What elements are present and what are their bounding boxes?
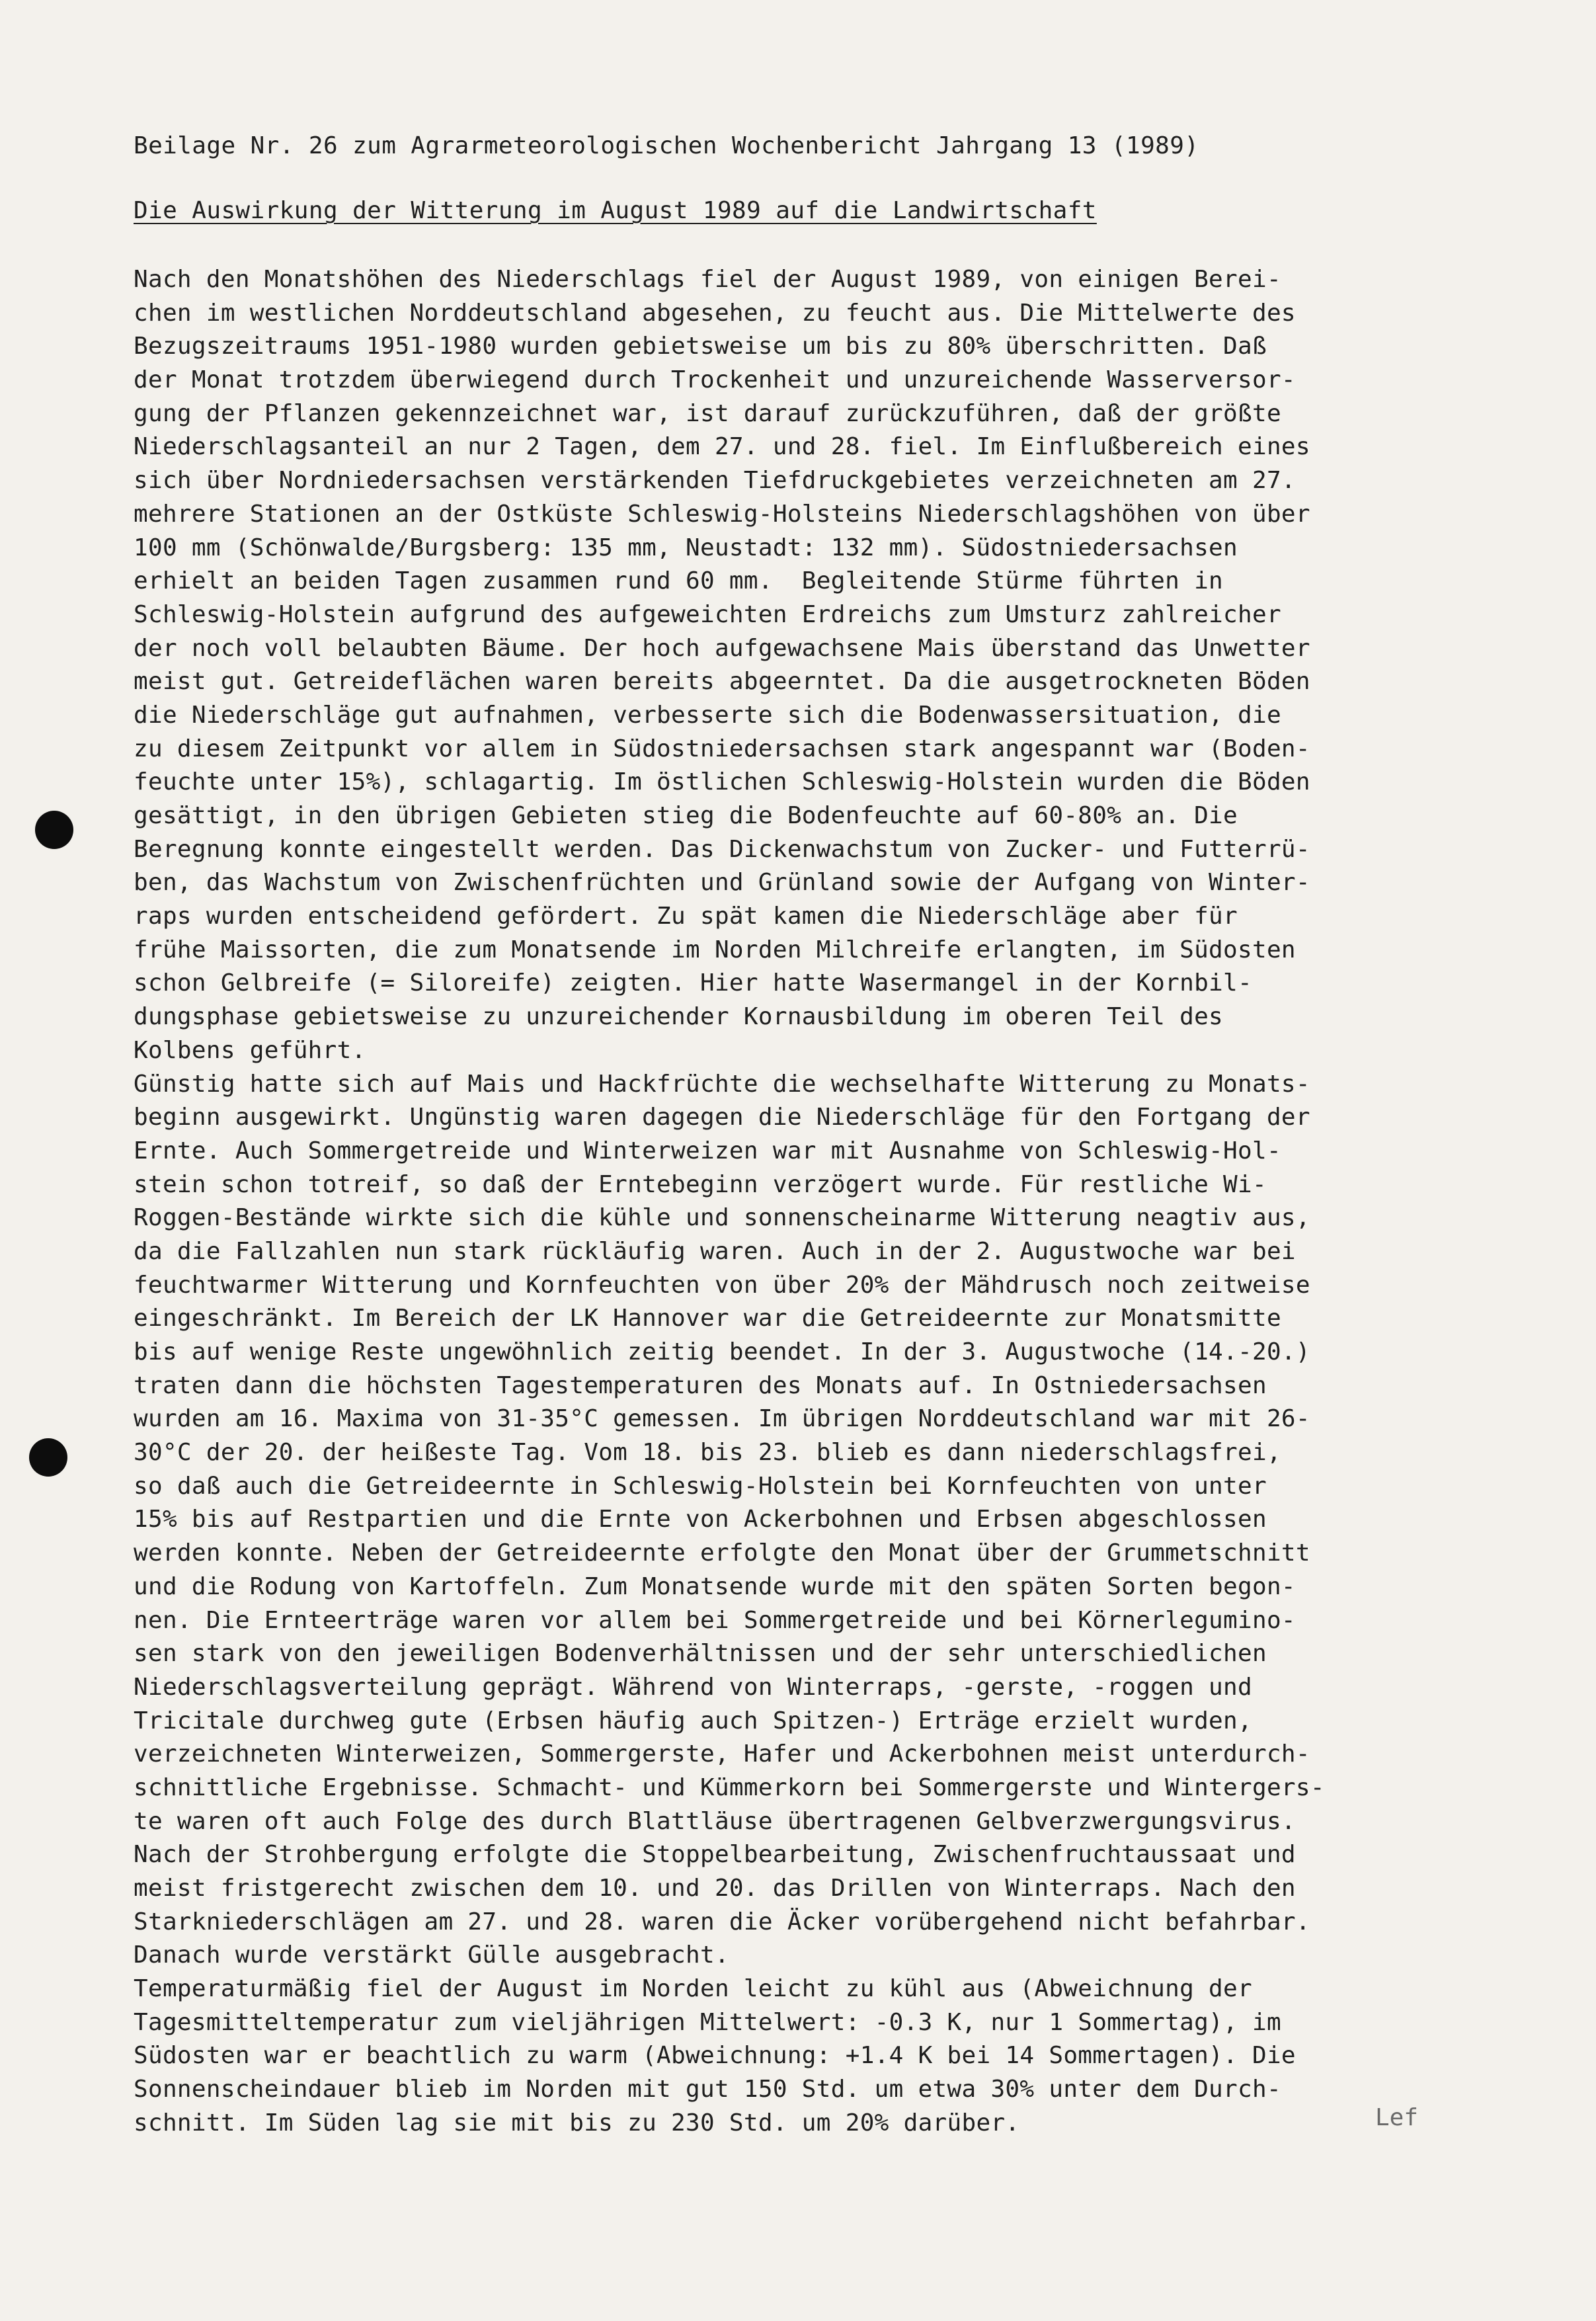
text-line: 15% bis auf Restpartien und die Ernte von Ackerbohnen und Erbsen abgeschlossen: [134, 1506, 1267, 1533]
text-line: chen im westlichen Norddeutschland abgesehen, zu feucht aus. Die Mittelwerte des: [134, 299, 1296, 327]
punch-hole-top: [35, 811, 73, 849]
text-line: der noch voll belaubten Bäume. Der hoch aufgewachsene Mais überstand das Unwetter: [134, 634, 1310, 662]
text-line: Sonnenscheindauer blieb im Norden mit gut 150 Std. um etwa 30% unter dem Durch-: [134, 2076, 1281, 2103]
text-line: so daß auch die Getreideernte in Schleswig-Holstein bei Kornfeuchten von unter: [134, 1472, 1267, 1500]
text-line: die Niederschläge gut aufnahmen, verbesserte sich die Bodenwassersituation, die: [134, 701, 1281, 729]
text-line: sich über Nordniedersachsen verstärkenden Tiefdruckgebietes verzeichneten am 27.: [134, 467, 1296, 495]
text-line: eingeschränkt. Im Bereich der LK Hannover war die Getreideernte zur Monatsmitte: [134, 1305, 1281, 1332]
punch-hole-bottom: [29, 1438, 67, 1477]
text-line: verzeichneten Winterweizen, Sommergerste, Hafer und Ackerbohnen meist unterdurch-: [134, 1740, 1310, 1768]
text-line: Nach den Monatshöhen des Niederschlags fiel der August 1989, von einigen Berei-: [134, 266, 1281, 293]
text-line: te waren oft auch Folge des durch Blattläuse übertragenen Gelbverzwergungsvirus.: [134, 1807, 1296, 1835]
text-line: 100 mm (Schönwalde/Burgsberg: 135 mm, Neustadt: 132 mm). Südostniedersachsen: [134, 534, 1238, 561]
text-line: Südosten war er beachtlich zu warm (Abweichnung: +1.4 K bei 14 Sommertagen). Die: [134, 2042, 1296, 2070]
text-line: der Monat trotzdem überwiegend durch Trockenheit und unzureichende Wasserversor-: [134, 366, 1296, 394]
text-line: mehrere Stationen an der Ostküste Schleswig-Holsteins Niederschlagshöhen von über: [134, 500, 1310, 528]
text-line: schnittliche Ergebnisse. Schmacht- und Kümmerkorn bei Sommergerste und Wintergers-: [134, 1773, 1325, 1801]
text-line: Schleswig-Holstein aufgrund des aufgeweichten Erdreichs zum Umsturz zahlreicher: [134, 600, 1281, 628]
text-line: traten dann die höchsten Tagestemperaturen des Monats auf. In Ostniedersachsen: [134, 1371, 1267, 1399]
text-line: ben, das Wachstum von Zwischenfrüchten und Grünland sowie der Aufgang von Winter-: [134, 869, 1310, 897]
text-line: wurden am 16. Maxima von 31-35°C gemessen. Im übrigen Norddeutschland war mit 26-: [134, 1405, 1310, 1433]
text-line: schon Gelbreife (= Siloreife) zeigten. Hier hatte Wasermangel in der Kornbil-: [134, 969, 1252, 997]
text-line: dungsphase gebietsweise zu unzureichender Kornausbildung im oberen Teil des: [134, 1003, 1224, 1031]
text-line: Günstig hatte sich auf Mais und Hackfrüchte die wechselhafte Witterung zu Monats-: [134, 1070, 1310, 1098]
text-line: stein schon totreif, so daß der Erntebeginn verzögert wurde. Für restliche Wi-: [134, 1170, 1267, 1198]
text-line: schnitt. Im Süden lag sie mit bis zu 230 Std. um 20% darüber.: [134, 2109, 1020, 2137]
text-line: raps wurden entscheidend gefördert. Zu spät kamen die Niederschläge aber für: [134, 903, 1238, 930]
author-initials: Lef: [1375, 2104, 1419, 2131]
text-line: sen stark von den jeweiligen Bodenverhältnissen und der sehr unterschiedlichen: [134, 1640, 1267, 1668]
text-line: meist fristgerecht zwischen dem 10. und 20. das Drillen von Winterraps. Nach den: [134, 1875, 1296, 1902]
text-line: Temperaturmäßig fiel der August im Norden leicht zu kühl aus (Abweichnung der: [134, 1975, 1252, 2003]
text-line: Roggen-Bestände wirkte sich die kühle und sonnenscheinarme Witterung neagtiv aus,: [134, 1204, 1310, 1232]
text-line: Starkniederschlägen am 27. und 28. waren die Äcker vorübergehend nicht befahrbar.: [134, 1908, 1310, 1935]
text-line: feuchte unter 15%), schlagartig. Im östlichen Schleswig-Holstein wurden die Böden: [134, 768, 1310, 796]
text-line: Tagesmitteltemperatur zum vieljährigen Mittelwert: -0.3 K, nur 1 Sommertag), im: [134, 2008, 1281, 2036]
text-line: Ernte. Auch Sommergetreide und Winterweizen war mit Ausnahme von Schleswig-Hol-: [134, 1137, 1281, 1164]
body-text: [134, 263, 1496, 2140]
text-line: frühe Maissorten, die zum Monatsende im Norden Milchreife erlangten, im Südosten: [134, 936, 1296, 963]
text-line: da die Fallzahlen nun stark rückläufig waren. Auch in der 2. Augustwoche war bei: [134, 1237, 1296, 1265]
text-line: Danach wurde verstärkt Gülle ausgebracht.: [134, 1941, 729, 1969]
text-line: und die Rodung von Kartoffeln. Zum Monatsende wurde mit den späten Sorten begon-: [134, 1572, 1296, 1600]
text-line: werden konnte. Neben der Getreideernte erfolgte den Monat über der Grummetschnitt: [134, 1539, 1310, 1567]
text-line: nen. Die Ernteerträge waren vor allem bei Sommergetreide und bei Körnerlegumino-: [134, 1606, 1296, 1634]
text-line: erhielt an beiden Tagen zusammen rund 60 mm. Begleitende Stürme führten in: [134, 567, 1224, 595]
text-line: Bezugszeitraums 1951-1980 wurden gebietsweise um bis zu 80% überschritten. Daß: [134, 333, 1267, 360]
text-line: Niederschlagsverteilung geprägt. Während von Winterraps, -gerste, -roggen und: [134, 1673, 1252, 1701]
text-line: zu diesem Zeitpunkt vor allem in Südostniedersachsen stark angespannt war (Boden-: [134, 735, 1310, 762]
text-line: meist gut. Getreideflächen waren bereits abgeerntet. Da die ausgetrockneten Böden: [134, 668, 1310, 696]
text-line: bis auf wenige Reste ungewöhnlich zeitig beendet. In der 3. Augustwoche (14.-20.): [134, 1338, 1310, 1365]
text-line: gesättigt, in den übrigen Gebieten stieg die Bodenfeuchte auf 60-80% an. Die: [134, 802, 1238, 829]
text-line: Beregnung konnte eingestellt werden. Das Dickenwachstum von Zucker- und Futterrü-: [134, 835, 1310, 863]
text-line: feuchtwarmer Witterung und Kornfeuchten von über 20% der Mähdrusch noch zeitweise: [134, 1271, 1310, 1299]
text-line: Nach der Strohbergung erfolgte die Stoppelbearbeitung, Zwischenfruchtaussaat und: [134, 1841, 1296, 1869]
supplement-header: Beilage Nr. 26 zum Agrarmeteorologischen Wochenbericht Jahrgang 13 (1989): [134, 132, 1199, 159]
text-line: Kolbens geführt.: [134, 1036, 366, 1064]
text-line: beginn ausgewirkt. Ungünstig waren dagegen die Niederschläge für den Fortgang der: [134, 1104, 1310, 1131]
document-title: Die Auswirkung der Witterung im August 1989 auf die Landwirtschaft: [134, 197, 1097, 224]
text-line: Tricitale durchweg gute (Erbsen häufig auch Spitzen-) Erträge erzielt wurden,: [134, 1707, 1252, 1734]
text-line: gung der Pflanzen gekennzeichnet war, ist darauf zurückzuführen, daß der größte: [134, 399, 1281, 427]
text-line: 30°C der 20. der heißeste Tag. Vom 18. bis 23. blieb es dann niederschlagsfrei,: [134, 1439, 1281, 1467]
text-line: Niederschlagsanteil an nur 2 Tagen, dem 27. und 28. fiel. Im Einflußbereich eines: [134, 433, 1310, 461]
